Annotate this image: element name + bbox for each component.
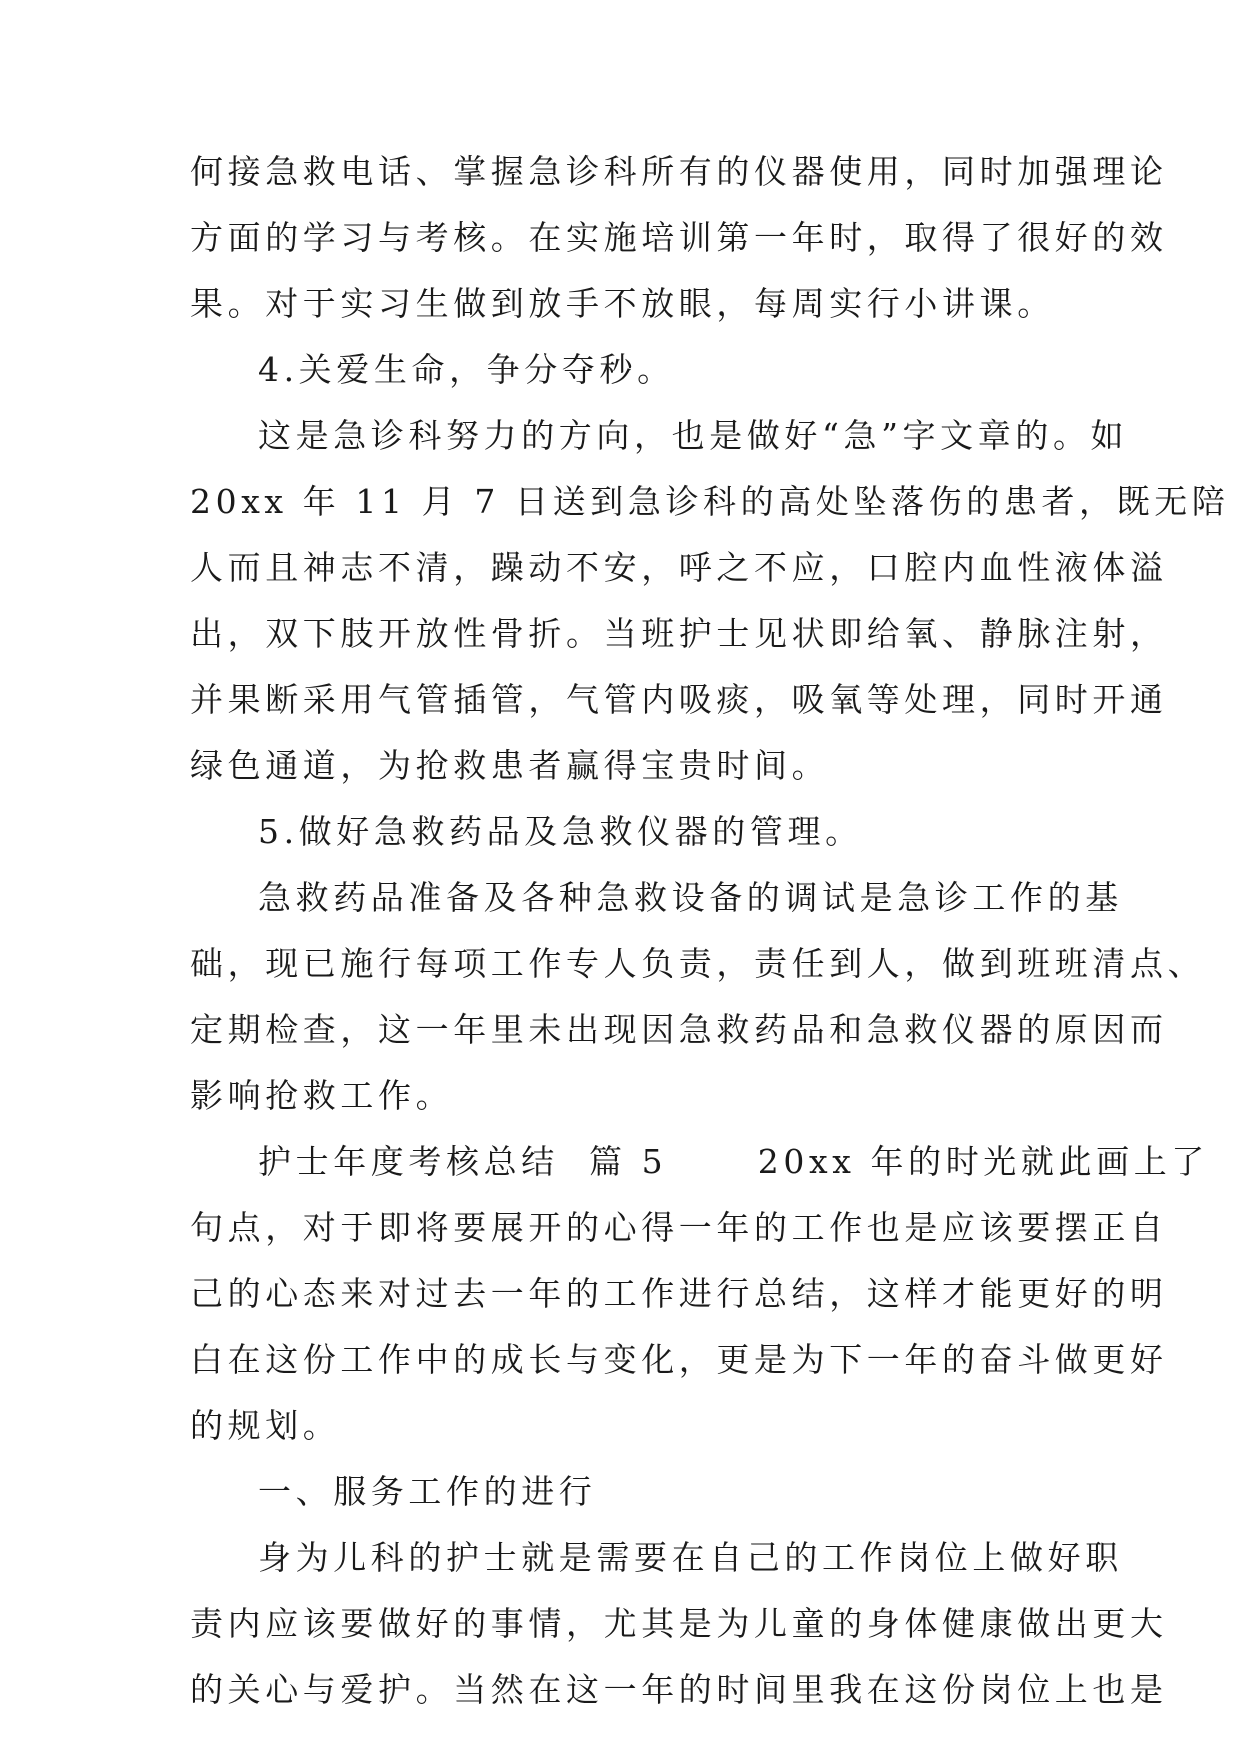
text-line: 定期检查，这一年里未出现因急救药品和急救仪器的原因而 <box>190 1010 1168 1049</box>
section-heading: 5.做好急救药品及急救仪器的管理。 <box>258 812 863 851</box>
text-line: 身为儿科的护士就是需要在自己的工作岗位上做好职 <box>258 1538 1123 1577</box>
text-line: 急救药品准备及各种急救设备的调试是急诊工作的基 <box>258 878 1123 917</box>
text-line: 的关心与爱护。当然在这一年的时间里我在这份岗位上也是 <box>190 1670 1168 1709</box>
text-line: 何接急救电话、掌握急诊科所有的仪器使用，同时加强理论 <box>190 152 1168 191</box>
text-line: 影响抢救工作。 <box>190 1076 454 1115</box>
text-line: 并果断采用气管插管，气管内吸痰，吸氧等处理，同时开通 <box>190 680 1168 719</box>
text-line: 绿色通道，为抢救患者赢得宝贵时间。 <box>190 746 830 785</box>
text-line: 果。对于实习生做到放手不放眼，每周实行小讲课。 <box>190 284 1055 323</box>
text-line: 人而且神志不清，躁动不安，呼之不应，口腔内血性液体溢 <box>190 548 1168 587</box>
text-line: 句点，对于即将要展开的心得一年的工作也是应该要摆正自 <box>190 1208 1168 1247</box>
text-line: 的规划。 <box>190 1406 341 1445</box>
text-line: 出，双下肢开放性骨折。当班护士见状即给氧、静脉注射， <box>190 614 1168 653</box>
text-line: 础，现已施行每项工作专人负责，责任到人，做到班班清点、 <box>190 944 1206 983</box>
text-line: 20xx 年 11 月 7 日送到急诊科的高处坠落伤的患者，既无陪 <box>190 482 1230 521</box>
text-line: 护士年度考核总结 篇 5 20xx 年的时光就此画上了 <box>258 1142 1209 1181</box>
text-line: 这是急诊科努力的方向，也是做好“急”字文章的。如 <box>258 416 1129 455</box>
text-line: 责内应该要做好的事情，尤其是为儿童的身体健康做出更大 <box>190 1604 1168 1643</box>
section-heading: 一、服务工作的进行 <box>258 1472 597 1511</box>
text-line: 己的心态来对过去一年的工作进行总结，这样才能更好的明 <box>190 1274 1168 1313</box>
text-line: 白在这份工作中的成长与变化，更是为下一年的奋斗做更好 <box>190 1340 1168 1379</box>
section-heading: 4.关爱生命，争分夺秒。 <box>258 350 675 389</box>
text-line: 方面的学习与考核。在实施培训第一年时，取得了很好的效 <box>190 218 1168 257</box>
